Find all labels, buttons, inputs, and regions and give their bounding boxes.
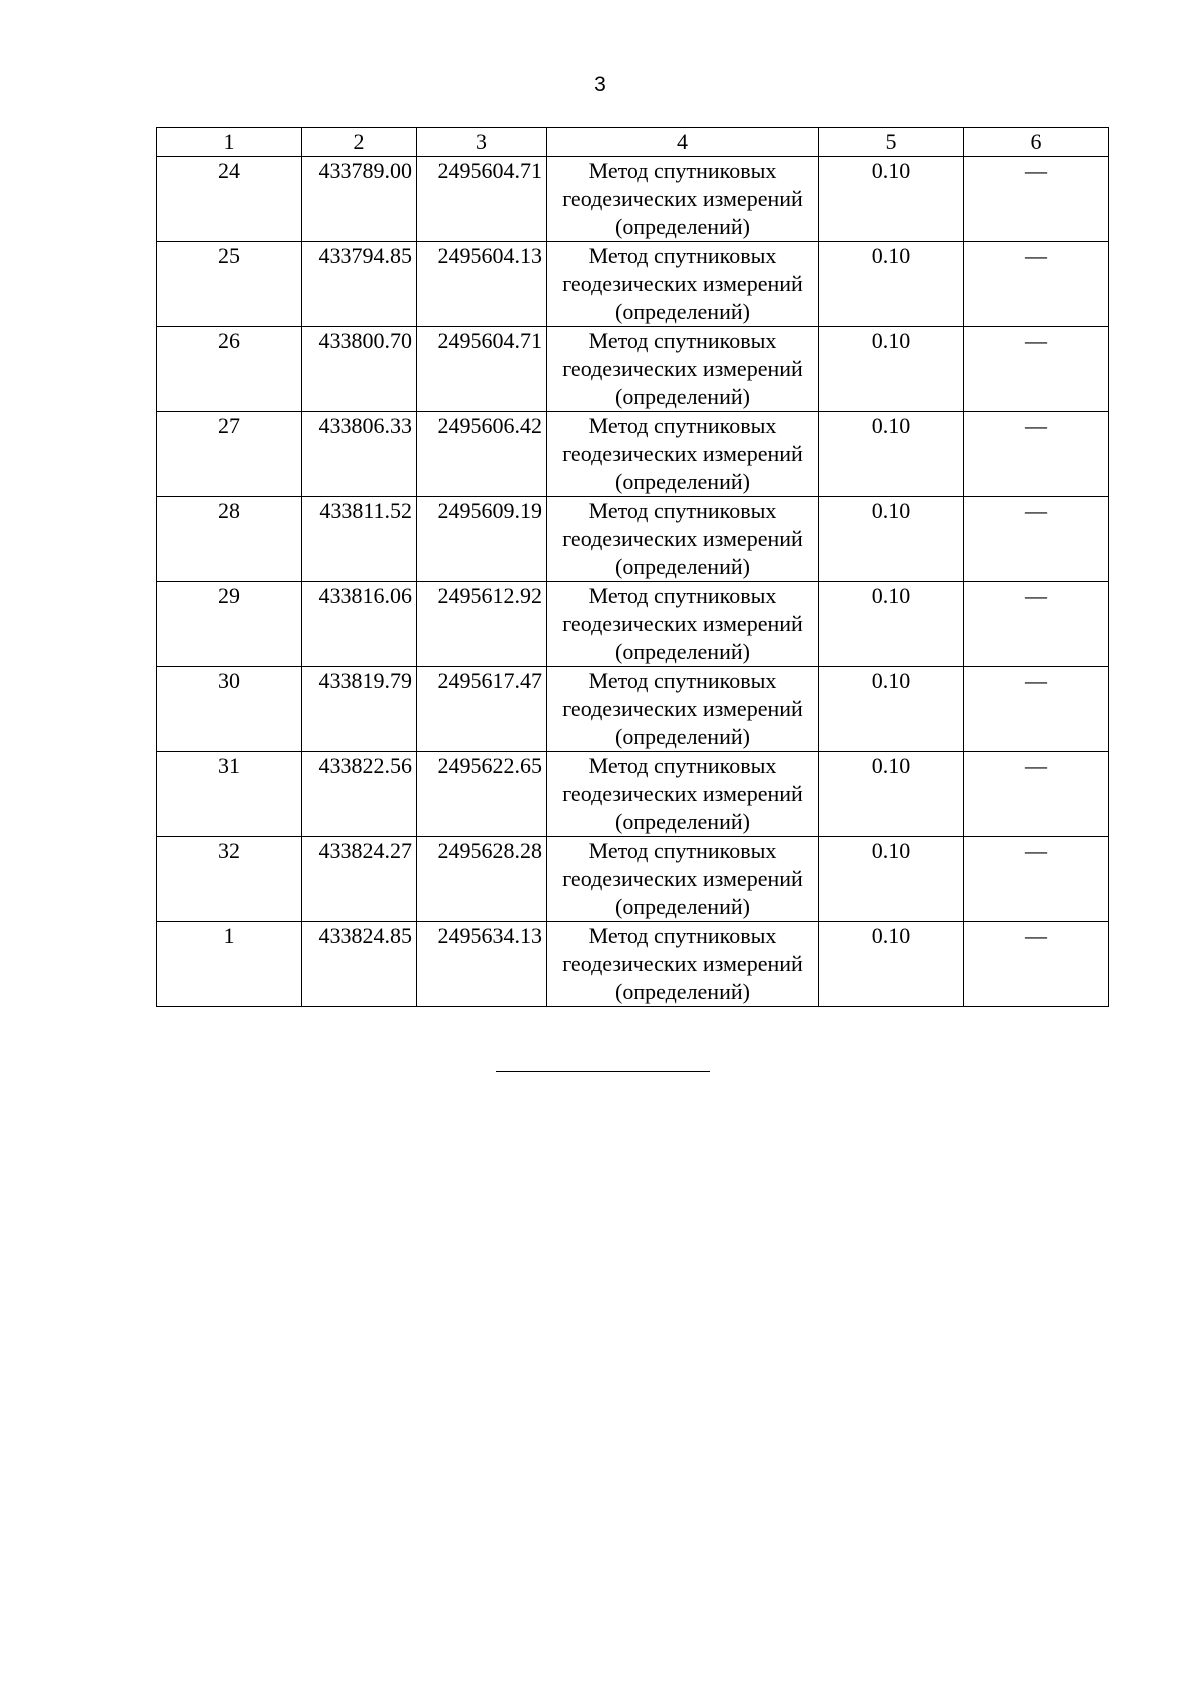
method-cell: [547, 752, 819, 837]
method-cell: [547, 667, 819, 752]
x-coordinate-cell: 433789.00: [302, 157, 417, 242]
note-cell: —: [964, 837, 1109, 922]
method-line: (определений): [615, 639, 750, 664]
note-cell: —: [964, 327, 1109, 412]
end-of-document-rule: [496, 1071, 710, 1072]
x-coordinate-cell: 433824.85: [302, 922, 417, 1007]
y-coordinate-cell: 2495622.65: [417, 752, 547, 837]
accuracy-cell: 0.10: [819, 582, 964, 667]
method-line: Метод спутниковых: [588, 923, 777, 948]
column-header-5: 5: [819, 128, 964, 157]
y-coordinate-cell: 2495612.92: [417, 582, 547, 667]
note-cell: —: [964, 412, 1109, 497]
note-cell: —: [964, 922, 1109, 1007]
x-coordinate-cell: 433816.06: [302, 582, 417, 667]
method-line: геодезических измерений: [562, 866, 803, 891]
accuracy-cell: 0.10: [819, 327, 964, 412]
page-number: 3: [594, 73, 606, 96]
method-line: Метод спутниковых: [588, 498, 777, 523]
method-line: Метод спутниковых: [588, 838, 777, 863]
method-cell: [547, 922, 819, 1007]
table-row: [157, 412, 1109, 497]
method-cell: [547, 837, 819, 922]
method-line: геодезических измерений: [562, 356, 803, 381]
method-line: Метод спутниковых: [588, 158, 777, 183]
y-coordinate-cell: 2495606.42: [417, 412, 547, 497]
method-cell: [547, 412, 819, 497]
x-coordinate-cell: 433806.33: [302, 412, 417, 497]
method-line: геодезических измерений: [562, 611, 803, 636]
y-coordinate-cell: 2495604.13: [417, 242, 547, 327]
method-line: (определений): [615, 809, 750, 834]
note-cell: —: [964, 242, 1109, 327]
table-header-row: [157, 128, 1109, 157]
note-cell: —: [964, 497, 1109, 582]
method-line: геодезических измерений: [562, 696, 803, 721]
method-line: Метод спутниковых: [588, 753, 777, 778]
method-line: (определений): [615, 554, 750, 579]
table-header: [157, 128, 1109, 157]
table-row: [157, 327, 1109, 412]
method-cell: [547, 157, 819, 242]
accuracy-cell: 0.10: [819, 242, 964, 327]
accuracy-cell: 0.10: [819, 412, 964, 497]
method-line: геодезических измерений: [562, 186, 803, 211]
note-cell: —: [964, 582, 1109, 667]
column-header-2: 2: [302, 128, 417, 157]
method-line: (определений): [615, 469, 750, 494]
note-cell: —: [964, 157, 1109, 242]
y-coordinate-cell: 2495604.71: [417, 157, 547, 242]
accuracy-cell: 0.10: [819, 922, 964, 1007]
method-line: (определений): [615, 894, 750, 919]
method-line: (определений): [615, 214, 750, 239]
method-line: геодезических измерений: [562, 951, 803, 976]
column-header-3: 3: [417, 128, 547, 157]
point-number-cell: 31: [157, 752, 302, 837]
table-row: [157, 752, 1109, 837]
x-coordinate-cell: 433822.56: [302, 752, 417, 837]
method-cell: [547, 327, 819, 412]
method-line: геодезических измерений: [562, 526, 803, 551]
y-coordinate-cell: 2495609.19: [417, 497, 547, 582]
method-line: Метод спутниковых: [588, 583, 777, 608]
note-cell: —: [964, 667, 1109, 752]
point-number-cell: 30: [157, 667, 302, 752]
table-row: [157, 922, 1109, 1007]
point-number-cell: 27: [157, 412, 302, 497]
accuracy-cell: 0.10: [819, 497, 964, 582]
x-coordinate-cell: 433800.70: [302, 327, 417, 412]
point-number-cell: 26: [157, 327, 302, 412]
x-coordinate-cell: 433819.79: [302, 667, 417, 752]
method-line: геодезических измерений: [562, 781, 803, 806]
accuracy-cell: 0.10: [819, 837, 964, 922]
y-coordinate-cell: 2495617.47: [417, 667, 547, 752]
accuracy-cell: 0.10: [819, 667, 964, 752]
x-coordinate-cell: 433794.85: [302, 242, 417, 327]
column-header-1: 1: [157, 128, 302, 157]
y-coordinate-cell: 2495604.71: [417, 327, 547, 412]
table-row: [157, 497, 1109, 582]
method-line: Метод спутниковых: [588, 328, 777, 353]
table-row: [157, 837, 1109, 922]
x-coordinate-cell: 433811.52: [302, 497, 417, 582]
point-number-cell: 1: [157, 922, 302, 1007]
method-line: (определений): [615, 299, 750, 324]
y-coordinate-cell: 2495634.13: [417, 922, 547, 1007]
method-line: Метод спутниковых: [588, 668, 777, 693]
y-coordinate-cell: 2495628.28: [417, 837, 547, 922]
method-line: Метод спутниковых: [588, 243, 777, 268]
method-line: геодезических измерений: [562, 441, 803, 466]
method-cell: [547, 497, 819, 582]
method-cell: [547, 242, 819, 327]
point-number-cell: 24: [157, 157, 302, 242]
method-line: (определений): [615, 724, 750, 749]
table-row: [157, 667, 1109, 752]
point-number-cell: 25: [157, 242, 302, 327]
method-line: геодезических измерений: [562, 271, 803, 296]
point-number-cell: 32: [157, 837, 302, 922]
method-line: (определений): [615, 384, 750, 409]
point-number-cell: 29: [157, 582, 302, 667]
accuracy-cell: 0.10: [819, 157, 964, 242]
table-row: [157, 582, 1109, 667]
note-cell: —: [964, 752, 1109, 837]
accuracy-cell: 0.10: [819, 752, 964, 837]
table-row: [157, 157, 1109, 242]
table-body: [157, 157, 1109, 1007]
point-number-cell: 28: [157, 497, 302, 582]
coordinates-table: [156, 127, 1109, 1007]
method-line: (определений): [615, 979, 750, 1004]
column-header-4: 4: [547, 128, 819, 157]
column-header-6: 6: [964, 128, 1109, 157]
table-row: [157, 242, 1109, 327]
method-line: Метод спутниковых: [588, 413, 777, 438]
x-coordinate-cell: 433824.27: [302, 837, 417, 922]
method-cell: [547, 582, 819, 667]
